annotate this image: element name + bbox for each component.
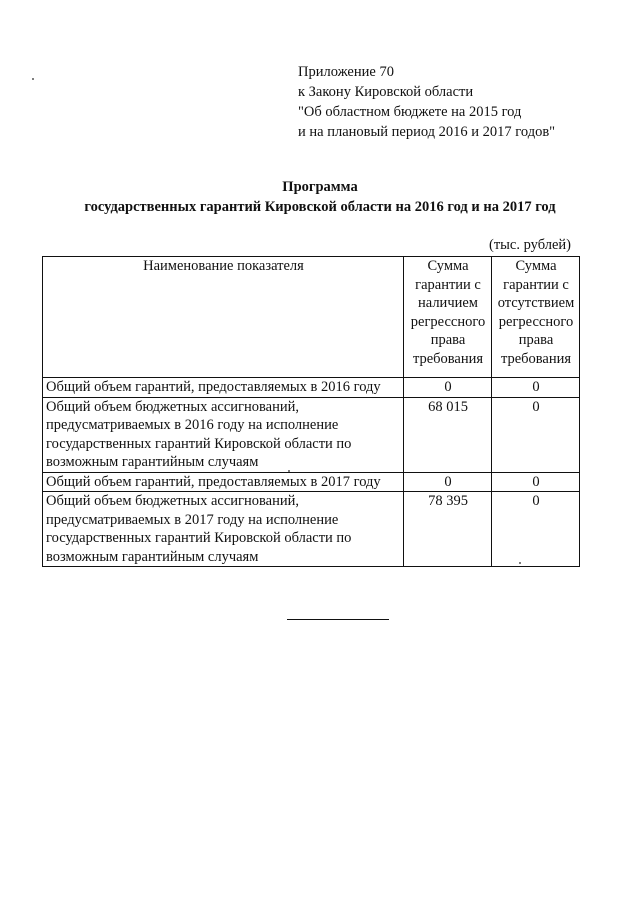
row-name: Общий объем бюджетных ассигнований, предусматриваемых в 2017 году на исполнение государственных гарантий Кировской области по возможным гарантийным случаям — [43, 492, 404, 567]
annex-law-period: и на плановый период 2016 и 2017 годов" — [298, 124, 556, 140]
guarantees-table — [42, 256, 580, 567]
table-header-row — [43, 257, 580, 378]
row-name: Общий объем бюджетных ассигнований, предусматриваемых в 2016 году на исполнение государственных гарантий Кировской области по возможным гарантийным случаям — [43, 397, 404, 472]
row-with-recourse: 78 395 — [404, 492, 492, 567]
annex-law-title: "Об областном бюджете на 2015 год — [298, 104, 522, 120]
scan-speck — [32, 78, 34, 80]
scan-speck — [519, 562, 521, 564]
row-with-recourse: 0 — [404, 378, 492, 398]
annex-header — [298, 62, 555, 142]
title-line-2: государственных гарантий Кировской области на 2016 год и на 2017 год — [84, 199, 556, 215]
annex-law-reference: к Закону Кировской области — [298, 84, 474, 100]
annex-number: Приложение 70 — [298, 64, 394, 80]
row-name: Общий объем гарантий, предоставляемых в 2016 году — [43, 378, 404, 398]
row-with-recourse: 68 015 — [404, 397, 492, 472]
table-row — [43, 472, 580, 492]
table-row — [43, 378, 580, 398]
row-with-recourse: 0 — [404, 472, 492, 492]
units-label: (тыс. рублей) — [489, 237, 571, 253]
title-line-1: Программа — [282, 179, 358, 195]
header-with-recourse: Сумма гарантии с наличием регрессного права требования — [404, 257, 492, 378]
row-without-recourse: 0 — [492, 472, 580, 492]
table-row — [43, 397, 580, 472]
table-row — [43, 492, 580, 567]
row-without-recourse: 0 — [492, 397, 580, 472]
row-without-recourse: 0 — [492, 378, 580, 398]
header-without-recourse: Сумма гарантии с отсутствием регрессного права требования — [492, 257, 580, 378]
closing-rule — [287, 619, 389, 620]
scan-speck — [288, 470, 290, 472]
document-title — [0, 177, 640, 217]
row-without-recourse: 0 — [492, 492, 580, 567]
header-indicator-name: Наименование показателя — [43, 257, 404, 378]
row-name: Общий объем гарантий, предоставляемых в 2017 году — [43, 472, 404, 492]
